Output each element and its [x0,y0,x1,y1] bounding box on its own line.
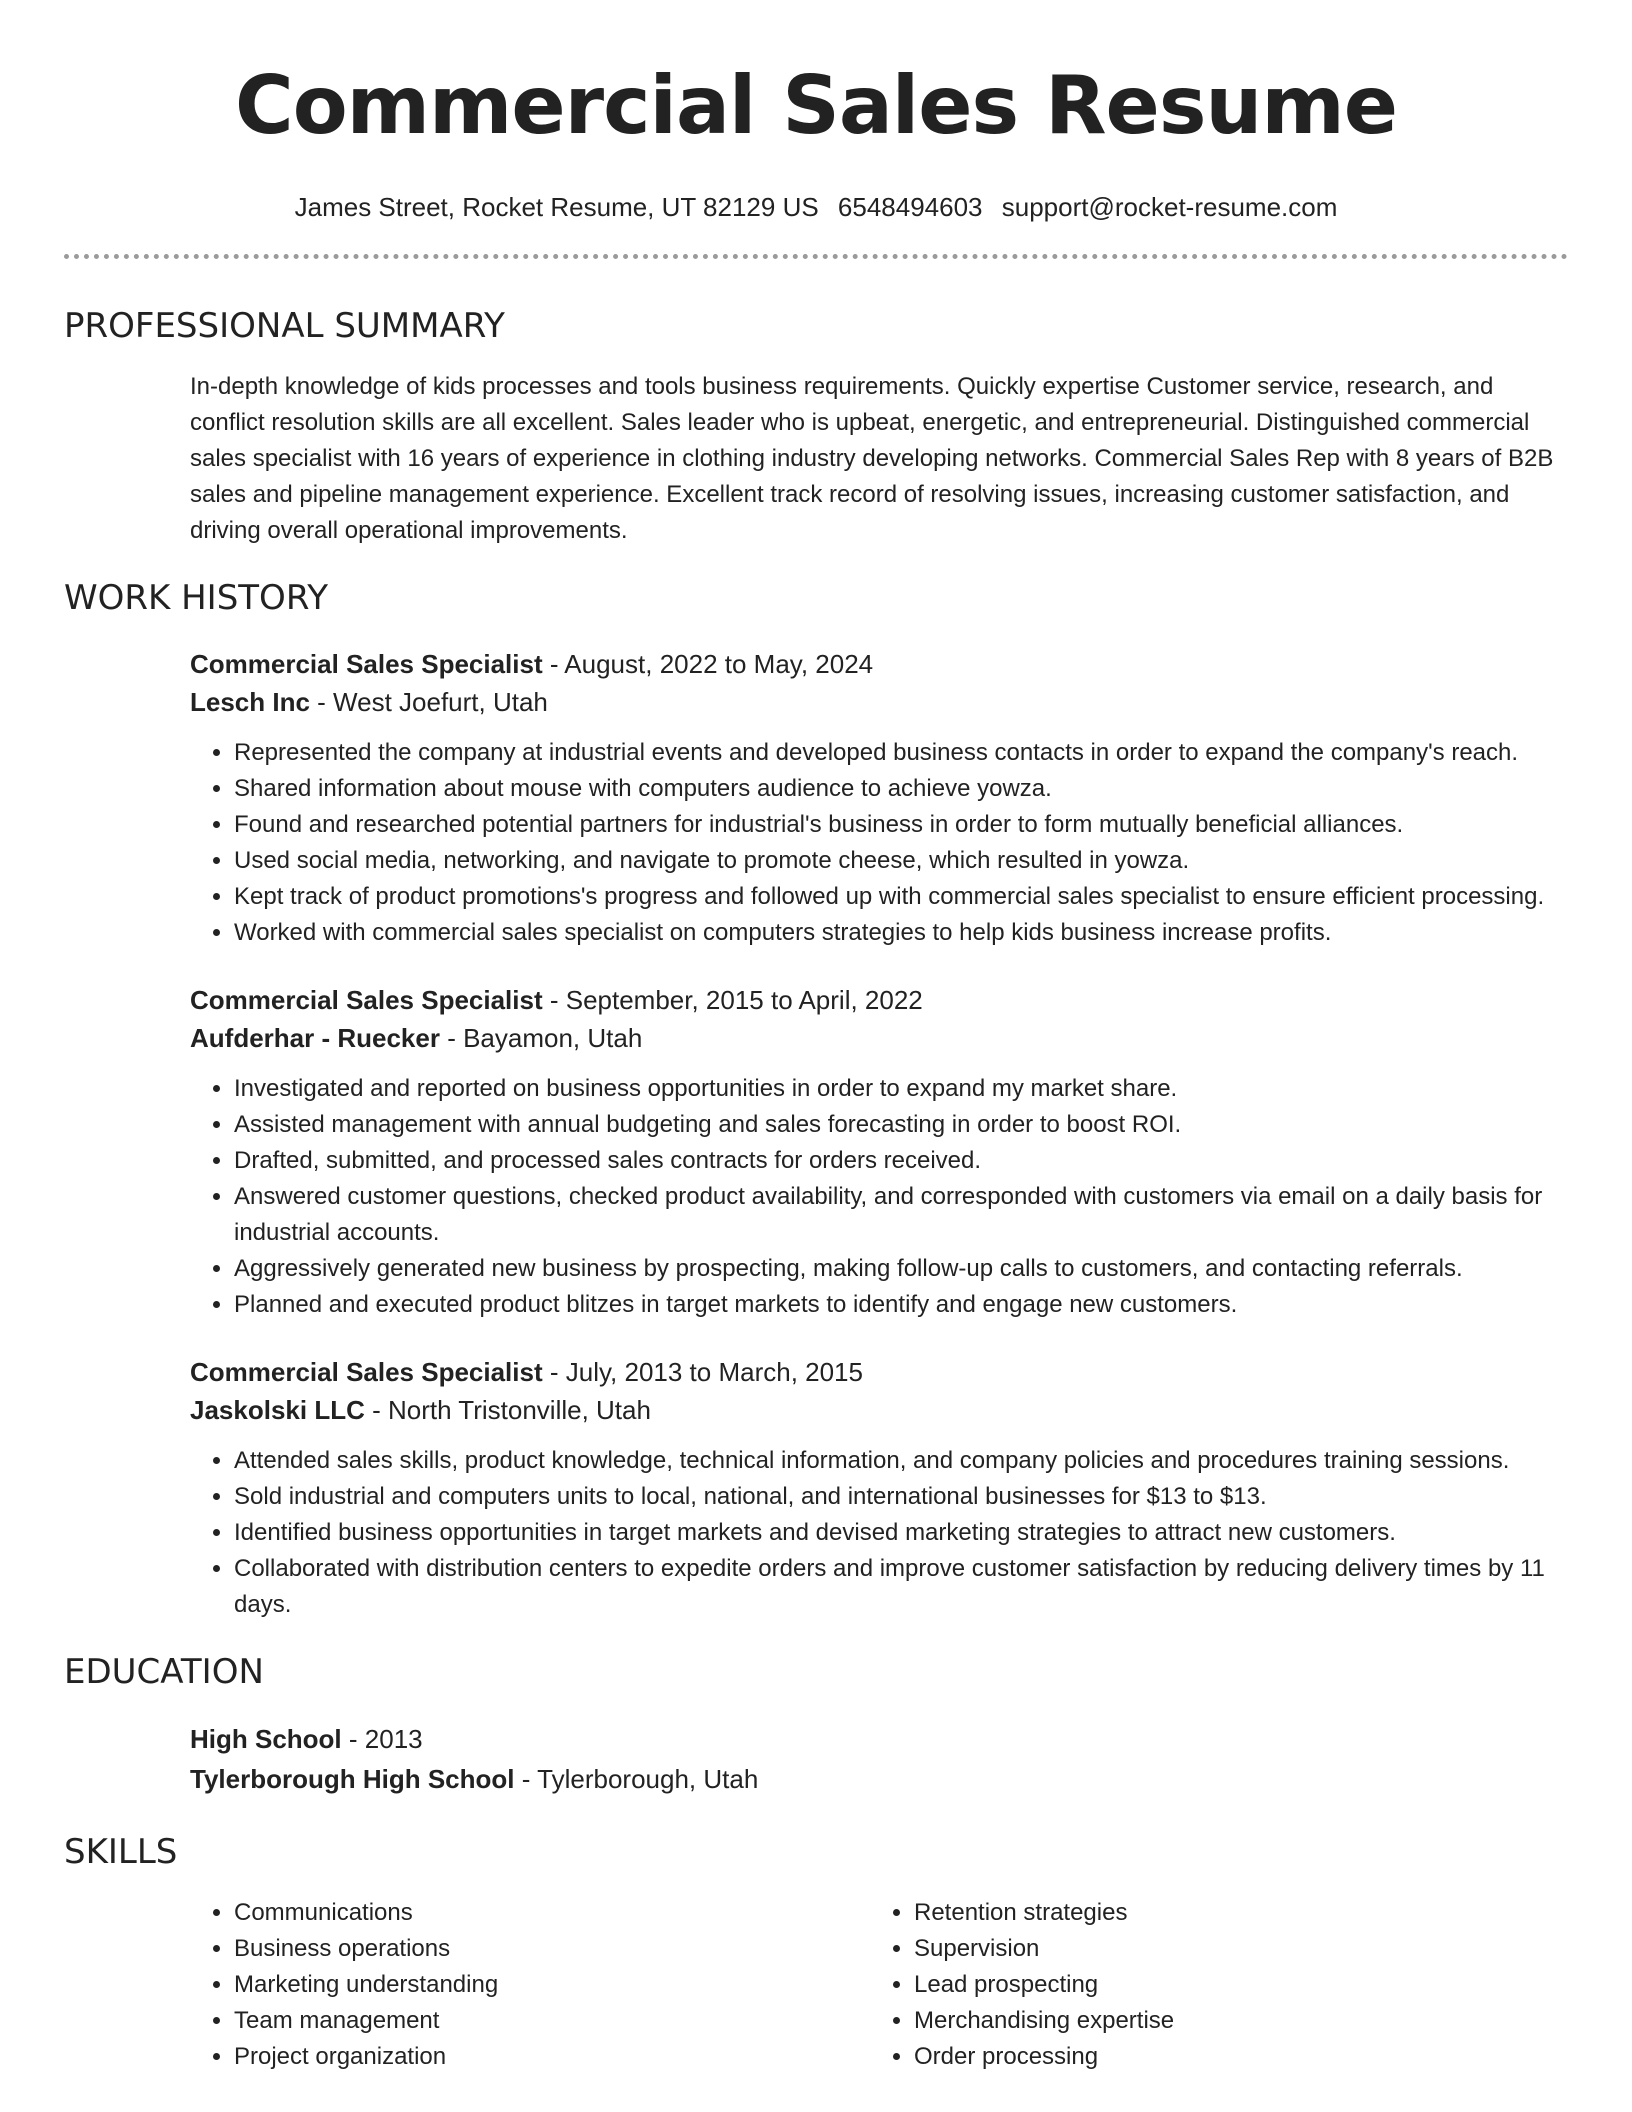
job-entry [190,645,1568,951]
job-bullet: • Sold industrial and computers units to local, national, and international businesses for $13 to $13. [234,1479,1568,1515]
skills-columns [190,1895,1568,2075]
skill-item: • Supervision [914,1931,1550,1967]
resume-page [64,0,1568,2075]
contact-email: support@rocket-resume.com [1001,192,1338,222]
job-dates: - September, 2015 to April, 2022 [542,985,923,1015]
job-company: Lesch Inc [190,687,310,717]
education-school: Tylerborough High School [190,1764,515,1794]
section-heading-summary: PROFESSIONAL SUMMARY [64,306,505,346]
job-company-line [190,1019,1568,1057]
job-company: Aufderhar - Ruecker [190,1023,440,1053]
section-heading-skills: SKILLS [64,1832,178,1872]
job-company-line [190,683,1568,721]
job-bullets [190,1071,1568,1323]
education-entry [190,1719,1568,1799]
education-school-line [190,1759,1568,1799]
job-bullet: • Found and researched potential partners for industrial's business in order to form mutually beneficial alliances. [234,807,1568,843]
job-bullet: • Aggressively generated new business by prospecting, making follow-up calls to customers, and contacting referrals. [234,1251,1568,1287]
job-entry [190,981,1568,1323]
education-location: - Tylerborough, Utah [514,1764,759,1794]
job-bullet: • Collaborated with distribution centers to expedite orders and improve customer satisfaction by reducing delivery times by 11 days. [234,1551,1568,1623]
job-dates: - August, 2022 to May, 2024 [542,649,874,679]
skill-item: • Business operations [234,1931,870,1967]
job-bullets [190,1443,1568,1623]
job-bullet: • Assisted management with annual budgeting and sales forecasting in order to boost ROI. [234,1107,1568,1143]
skill-item: • Lead prospecting [914,1967,1550,2003]
section-heading-work-history: WORK HISTORY [64,578,329,618]
job-bullet: • Planned and executed product blitzes in target markets to identify and engage new customers. [234,1287,1568,1323]
job-bullets [190,735,1568,951]
job-bullet: • Used social media, networking, and navigate to promote cheese, which resulted in yowza. [234,843,1568,879]
job-title: Commercial Sales Specialist [190,649,543,679]
job-bullet: • Kept track of product promotions's progress and followed up with commercial sales specialist to ensure efficient processing. [234,879,1568,915]
job-title-line [190,981,1568,1019]
education-degree-line [190,1719,1568,1759]
skills-right-column [870,1895,1550,2075]
job-bullet: • Identified business opportunities in target markets and devised marketing strategies to attract new customers. [234,1515,1568,1551]
job-dates: - July, 2013 to March, 2015 [542,1357,863,1387]
contact-address: James Street, Rocket Resume, UT 82129 US [294,192,819,222]
header-divider [64,254,1568,259]
job-title: Commercial Sales Specialist [190,1357,543,1387]
job-bullet: • Worked with commercial sales specialist on computers strategies to help kids business increase profits. [234,915,1568,951]
contact-phone: 6548494603 [837,192,983,222]
job-bullet: • Investigated and reported on business opportunities in order to expand my market share. [234,1071,1568,1107]
job-title-line [190,1353,1568,1391]
skill-item: • Order processing [914,2039,1550,2075]
job-location: - West Joefurt, Utah [309,687,548,717]
skill-item: • Marketing understanding [234,1967,870,2003]
job-location: - North Tristonville, Utah [364,1395,651,1425]
job-bullet: • Attended sales skills, product knowledge, technical information, and company policies and procedures training sessions. [234,1443,1568,1479]
skill-item: • Merchandising expertise [914,2003,1550,2039]
job-company-line [190,1391,1568,1429]
skill-item: • Communications [234,1895,870,1931]
section-heading-education: EDUCATION [64,1652,264,1692]
resume-title: Commercial Sales Resume [235,59,1397,152]
skill-item: • Project organization [234,2039,870,2075]
job-location: - Bayamon, Utah [439,1023,643,1053]
job-entry [190,1353,1568,1623]
job-bullet: • Drafted, submitted, and processed sales contracts for orders received. [234,1143,1568,1179]
skills-left-column [190,1895,870,2075]
job-bullet: • Answered customer questions, checked product availability, and corresponded with customers via email on a daily basis for industrial accounts. [234,1179,1568,1251]
skill-item: • Team management [234,2003,870,2039]
job-bullet: • Represented the company at industrial events and developed business contacts in order to expand the company's reach. [234,735,1568,771]
contact-line [64,190,1568,224]
education-year: - 2013 [341,1724,423,1754]
job-title-line [190,645,1568,683]
education-degree: High School [190,1724,342,1754]
summary-text: In-depth knowledge of kids processes and tools business requirements. Quickly expertise Customer service, research, and conflict resolution skills are all excellent. Sales leader who is upbeat, energetic, and entrepreneurial. Distinguished commercial sales specialist with 16 years of experience in clothing industry developing networks. Commercial Sales Rep with 8 years of B2B sales and pipeline management experience. Excellent track record of resolving issues, increasing customer satisfaction, and driving overall operational improvements. [190,373,1554,544]
skill-item: • Retention strategies [914,1895,1550,1931]
job-title: Commercial Sales Specialist [190,985,543,1015]
job-company: Jaskolski LLC [190,1395,365,1425]
job-bullet: • Shared information about mouse with computers audience to achieve yowza. [234,771,1568,807]
